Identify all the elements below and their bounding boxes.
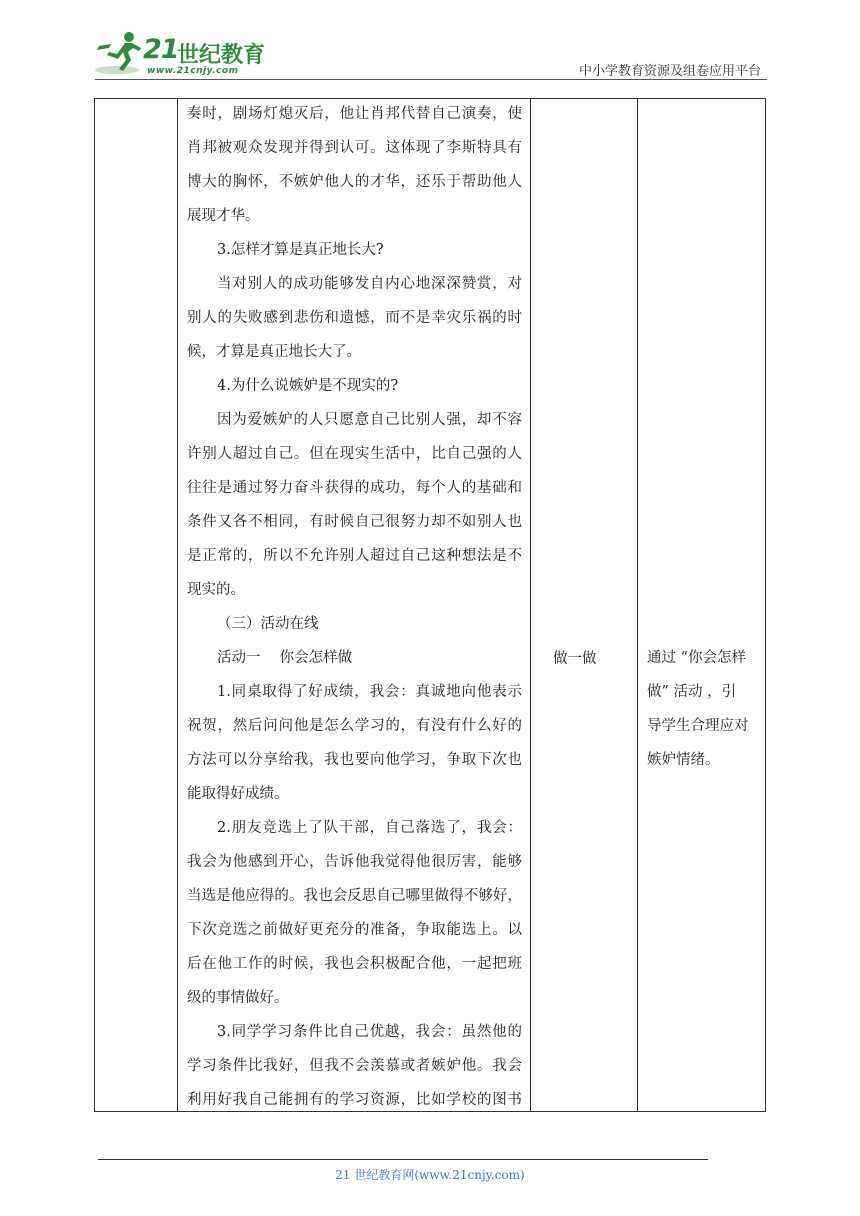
- column-divider: [530, 99, 531, 1111]
- content-line: 3.同学学习条件比自己优越，我会：虽然他的: [217, 1024, 522, 1040]
- content-line: 当选是他应得的。我也会反思自己哪里做得不够好，: [187, 888, 522, 904]
- content-line: 是正常的，所以不允许别人超过自己这种想法是不: [187, 548, 522, 564]
- content-line: 许别人超过自己。但在现实生活中，比自己强的人: [187, 446, 522, 462]
- content-line: 别人的失败感到悲伤和遗憾，而不是幸灾乐祸的时: [187, 310, 522, 326]
- content-line: 级的事情做好。: [187, 990, 289, 1006]
- content-line: 当对别人的成功能够发自内心地深深赞赏，对: [217, 276, 522, 292]
- platform-name: 中小学教育资源及组卷应用平台: [578, 64, 761, 79]
- intent-line: 导学生合理应对: [647, 718, 749, 734]
- runner-icon: [95, 30, 147, 76]
- content-line: 方法可以分享给我，我也要向他学习，争取下次也: [187, 752, 522, 768]
- site-logo: [95, 28, 265, 76]
- content-line: 现实的。: [187, 582, 245, 598]
- content-line: 后在他工作的时候，我也会积极配合他，一起把班: [187, 956, 522, 972]
- intent-line: 嫉妒情绪。: [647, 752, 720, 768]
- content-line: 往往是通过努力奋斗获得的成功，每个人的基础和: [187, 480, 522, 496]
- header-divider: [95, 79, 767, 80]
- content-line: 展现才华。: [187, 208, 260, 224]
- page-header: [95, 28, 767, 80]
- footer-text: 21 世纪教育网(www.21cnjy.com): [335, 1168, 525, 1182]
- logo-url: www.21cnjy.com: [147, 66, 239, 76]
- question-heading: 3.怎样才算是真正地长大?: [217, 242, 384, 258]
- intent-line: 通过 “你会怎样: [647, 650, 747, 666]
- content-line: 祝贺，然后问问他是怎么学习的，有没有什么好的: [187, 718, 522, 734]
- content-line: 2.朋友竞选上了队干部，自己落选了，我会：: [217, 820, 522, 836]
- content-line: 利用好我自己能拥有的学习资源，比如学校的图书: [187, 1092, 522, 1108]
- question-heading: 4.为什么说嫉妒是不现实的?: [217, 378, 399, 394]
- activity-heading: 活动一 你会怎样做: [217, 650, 353, 666]
- activity-label: 做一做: [553, 651, 597, 667]
- content-line: 1.同桌取得了好成绩，我会：真诚地向他表示: [217, 684, 522, 700]
- content-line: 肖邦被观众发现并得到认可。这体现了李斯特具有: [187, 140, 522, 156]
- footer-divider: [98, 1159, 708, 1160]
- content-line: 学习条件比我好，但我不会羡慕或者嫉妒他。我会: [187, 1058, 522, 1074]
- section-heading: （三）活动在线: [217, 616, 319, 632]
- content-line: 下次竞选之前做好更充分的准备，争取能选上。以: [187, 922, 522, 938]
- intent-line: 做” 活动 ，引: [647, 684, 737, 700]
- content-line: 我会为他感到开心，告诉他我觉得他很厉害，能够: [187, 854, 522, 870]
- content-line: 博大的胸怀，不嫉妒他人的才华，还乐于帮助他人: [187, 174, 522, 190]
- logo-number: 21: [143, 34, 179, 65]
- logo-text: 世纪教育: [177, 43, 266, 68]
- column-divider: [177, 99, 178, 1111]
- column-divider: [637, 99, 638, 1111]
- content-line: 因为爱嫉妒的人只愿意自己比别人强，却不容: [217, 412, 522, 428]
- content-line: 奏时，剧场灯熄灭后，他让肖邦代替自己演奏，使: [187, 106, 522, 122]
- content-line: 候，才算是真正地长大了。: [187, 344, 361, 360]
- content-line: 能取得好成绩。: [187, 786, 289, 802]
- content-line: 条件又各不相同，有时候自己很努力却不如别人也: [187, 514, 522, 530]
